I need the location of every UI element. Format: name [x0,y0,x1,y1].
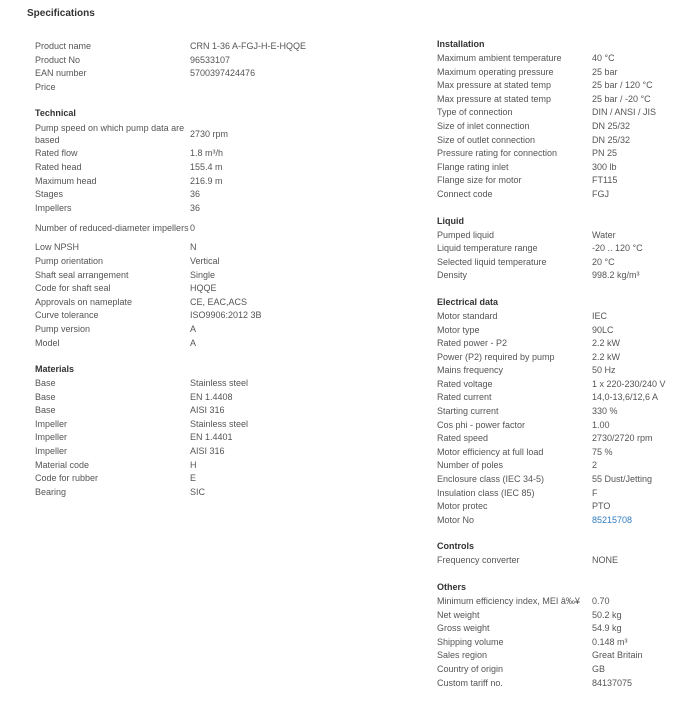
spec-label: Shipping volume [437,636,504,647]
spec-label: Max pressure at stated temp [437,80,552,91]
spec-row [437,432,695,446]
spec-label: Material code [35,459,90,470]
spec-value: DN 25/32 [592,120,631,131]
section-controls [437,541,695,568]
spec-row [437,514,695,528]
spec-label: Impeller [35,418,68,429]
spec-label: Maximum ambient temperature [437,53,562,63]
spec-row [35,215,370,241]
spec-label: Code for rubber [35,473,99,484]
spec-label: Custom tariff no. [437,677,503,688]
section-general [35,40,370,94]
spec-row [35,40,370,54]
spec-value: 36 [190,202,201,213]
spec-row [35,202,370,216]
spec-value: FGJ [592,188,609,199]
spec-row [437,595,695,609]
spec-label: Pressure rating for connection [437,148,558,159]
section-others [437,582,695,690]
spec-value-link[interactable]: 85215708 [592,514,633,525]
spec-row [35,472,370,486]
spec-label: Motor protec [437,501,488,512]
spec-value: 14,0-13,6/12,6 A [592,392,659,403]
spec-value: -20 .. 120 °C [592,243,643,254]
spec-row [35,255,370,269]
spec-value: F [592,487,598,498]
spec-row [437,649,695,663]
spec-label: Low NPSH [35,242,80,253]
spec-label: Cos phi - power factor [437,419,526,430]
spec-label: Product No [35,54,81,65]
spec-row [437,405,695,419]
spec-label: Approvals on nameplate [35,296,133,307]
section-installation [437,39,695,202]
spec-value: 90LC [592,324,614,335]
spec-label: Pump orientation [35,255,104,266]
spec-label: Shaft seal arrangement [35,269,129,280]
spec-row [437,622,695,636]
spec-row [437,52,695,66]
spec-label: Rated speed [437,433,489,444]
spec-value: 50.2 kg [592,609,622,620]
spec-value: EN 1.4408 [190,391,233,402]
spec-row [437,554,695,568]
spec-label: Max pressure at stated temp [437,93,552,104]
spec-label: Liquid temperature range [437,243,538,254]
section-title: Others [437,582,467,592]
spec-value: 25 bar / 120 °C [592,80,653,91]
spec-label: Minimum efficiency index, MEI â‰¥ [437,596,580,606]
spec-value: DIN / ANSI / JIS [592,107,657,118]
spec-row [437,310,695,324]
section-title: Controls [437,541,474,552]
spec-label: Model [35,337,60,348]
spec-row [437,188,695,202]
spec-row [35,81,370,95]
spec-row [437,391,695,405]
spec-row [437,487,695,501]
spec-row [437,446,695,460]
section-title: Materials [35,364,75,375]
spec-value: 25 bar / -20 °C [592,93,651,104]
spec-value: GB [592,663,606,674]
spec-row [437,459,695,473]
section-title: Electrical data [437,296,499,307]
spec-label: Size of inlet connection [437,120,530,131]
spec-value: 36 [190,189,201,200]
spec-label: Starting current [437,406,499,417]
spec-value: PN 25 [592,148,618,159]
spec-row [35,323,370,337]
spec-value: CRN 1-36 A-FGJ-H-E-HQQE [190,41,307,51]
spec-value: 55 Dust/Jetting [592,474,653,485]
spec-label: Motor No [437,514,475,525]
spec-label: EAN number [35,68,87,79]
spec-label: Pump speed on which pump data are based [35,123,185,146]
spec-row [35,54,370,68]
spec-label: Sales region [437,650,488,661]
spec-row [437,663,695,677]
spec-row [35,337,370,351]
spec-value: 1.00 [592,419,610,430]
spec-value: 2 [592,460,598,471]
spec-label: Base [35,378,56,389]
spec-label: Flange rating inlet [437,161,509,172]
spec-row [437,242,695,256]
spec-label: Rated flow [35,148,78,159]
spec-label: Code for shaft seal [35,283,111,294]
spec-row [437,609,695,623]
spec-row [437,677,695,691]
section-materials [35,364,370,499]
spec-label: Base [35,391,56,402]
spec-value: 2730/2720 rpm [592,433,653,444]
spec-value: Great Britain [592,650,643,661]
spec-value: 5700397424476 [190,68,256,79]
spec-value: 1.8 m³/h [190,148,224,159]
spec-row [437,174,695,188]
right-column [437,39,695,704]
page-title: Specifications [27,8,95,19]
spec-value: 998.2 kg/m³ [592,270,640,281]
spec-row [437,419,695,433]
spec-row [437,147,695,161]
spec-label: Insulation class (IEC 85) [437,487,535,498]
spec-value: 330 % [592,406,618,417]
spec-value: HQQE [190,283,217,294]
spec-value: E [190,473,197,484]
spec-label: Type of connection [437,107,513,118]
spec-row [35,445,370,459]
spec-row [35,67,370,81]
spec-row [35,241,370,255]
spec-label: Gross weight [437,623,490,634]
spec-row [35,404,370,418]
spec-label: Motor efficiency at full load [437,446,544,457]
spec-value: 155.4 m [190,161,223,172]
section-title: Liquid [437,215,464,226]
spec-row [437,134,695,148]
spec-label: Size of outlet connection [437,134,536,145]
spec-value: 54.9 kg [592,623,622,634]
spec-value: Stainless steel [190,418,249,429]
spec-label: Price [35,81,56,92]
spec-value: IEC [592,310,608,321]
spec-value: Single [190,269,216,280]
spec-row [437,378,695,392]
spec-row [35,296,370,310]
spec-label: Pump version [35,323,91,334]
spec-row [437,636,695,650]
spec-value: CE, EAC,ACS [190,296,248,307]
spec-label: Maximum operating pressure [437,66,554,77]
spec-value: 75 % [592,446,613,457]
spec-label: Bearing [35,486,67,497]
spec-row [437,229,695,243]
spec-label: Curve tolerance [35,310,99,321]
spec-row [437,500,695,514]
left-column [35,40,370,513]
spec-row [437,106,695,120]
spec-row [437,93,695,107]
spec-value: 0.148 m³ [592,636,628,647]
spec-row [35,175,370,189]
spec-label: Motor type [437,324,480,335]
spec-row [35,161,370,175]
spec-row [437,337,695,351]
spec-label: Enclosure class (IEC 34-5) [437,474,545,485]
spec-label: Maximum head [35,175,97,186]
spec-row [35,459,370,473]
spec-value: Stainless steel [190,378,249,389]
section-technical [35,108,370,350]
spec-row [437,364,695,378]
spec-row [35,269,370,283]
spec-label: Rated current [437,392,492,403]
spec-row [35,282,370,296]
spec-value: 25 bar [592,66,618,77]
spec-value: AISI 316 [190,405,225,416]
spec-row [35,377,370,391]
spec-value: 1 x 220-230/240 V [592,378,666,389]
spec-row [437,161,695,175]
spec-row [35,188,370,202]
spec-row [35,486,370,500]
spec-label: Rated voltage [437,378,493,389]
spec-value: A [190,337,197,348]
spec-label: Pumped liquid [437,229,495,240]
spec-row [35,391,370,405]
spec-label: Country of origin [437,663,504,674]
spec-row [437,256,695,270]
section-liquid [437,216,695,283]
spec-label: Impeller [35,432,68,443]
spec-label: Impellers [35,202,72,213]
spec-label: Rated power - P2 [437,338,508,349]
spec-value: Vertical [190,255,220,266]
spec-value: PTO [592,501,611,512]
spec-row [437,351,695,365]
spec-label: Impeller [35,446,68,457]
spec-row [35,431,370,445]
spec-value: 96533107 [190,54,231,65]
spec-row [437,79,695,93]
spec-value: 40 °C [592,53,615,63]
spec-label: Rated head [35,161,82,172]
spec-label: Frequency converter [437,555,520,566]
spec-value: 2730 rpm [190,129,229,140]
spec-value: 2.2 kW [592,351,621,362]
section-title: Technical [35,108,76,119]
spec-value: FT115 [592,175,618,186]
spec-value: A [190,323,197,334]
spec-label: Flange size for motor [437,175,522,186]
spec-label: Number of reduced-diameter impellers [35,223,189,234]
spec-label: Number of poles [437,460,504,471]
spec-value: NONE [592,555,619,566]
spec-label: Selected liquid temperature [437,256,547,267]
spec-row [35,309,370,323]
spec-label: Mains frequency [437,365,504,376]
spec-row [437,120,695,134]
spec-value: SIC [190,486,206,497]
spec-value: 84137075 [592,677,633,688]
spec-row [35,147,370,161]
spec-label: Stages [35,189,64,200]
spec-row [35,418,370,432]
spec-value: 216.9 m [190,175,223,186]
spec-label: Base [35,405,56,416]
spec-value: 0.70 [592,596,610,606]
spec-value: 300 lb [592,161,617,172]
spec-value: H [190,459,197,470]
section-electrical-data [437,297,695,528]
spec-label: Product name [35,41,92,51]
spec-value: DN 25/32 [592,134,631,145]
spec-value: Water [592,229,616,240]
section-title: Installation [437,39,485,49]
spec-value: AISI 316 [190,446,225,457]
spec-value: EN 1.4401 [190,432,233,443]
spec-label: Density [437,270,468,281]
spec-value: 50 Hz [592,365,616,376]
spec-row [437,473,695,487]
spec-value: ISO9906:2012 3B [190,310,262,321]
spec-label: Power (P2) required by pump [437,351,555,362]
spec-row [437,324,695,338]
spec-value: 2.2 kW [592,338,621,349]
spec-value: 0 [190,223,196,234]
spec-row [35,121,370,147]
spec-value: 20 °C [592,256,615,267]
spec-row [437,269,695,283]
spec-row [437,66,695,80]
spec-label: Connect code [437,188,493,199]
spec-label: Motor standard [437,310,498,321]
spec-value: N [190,242,197,253]
spec-label: Net weight [437,609,480,620]
